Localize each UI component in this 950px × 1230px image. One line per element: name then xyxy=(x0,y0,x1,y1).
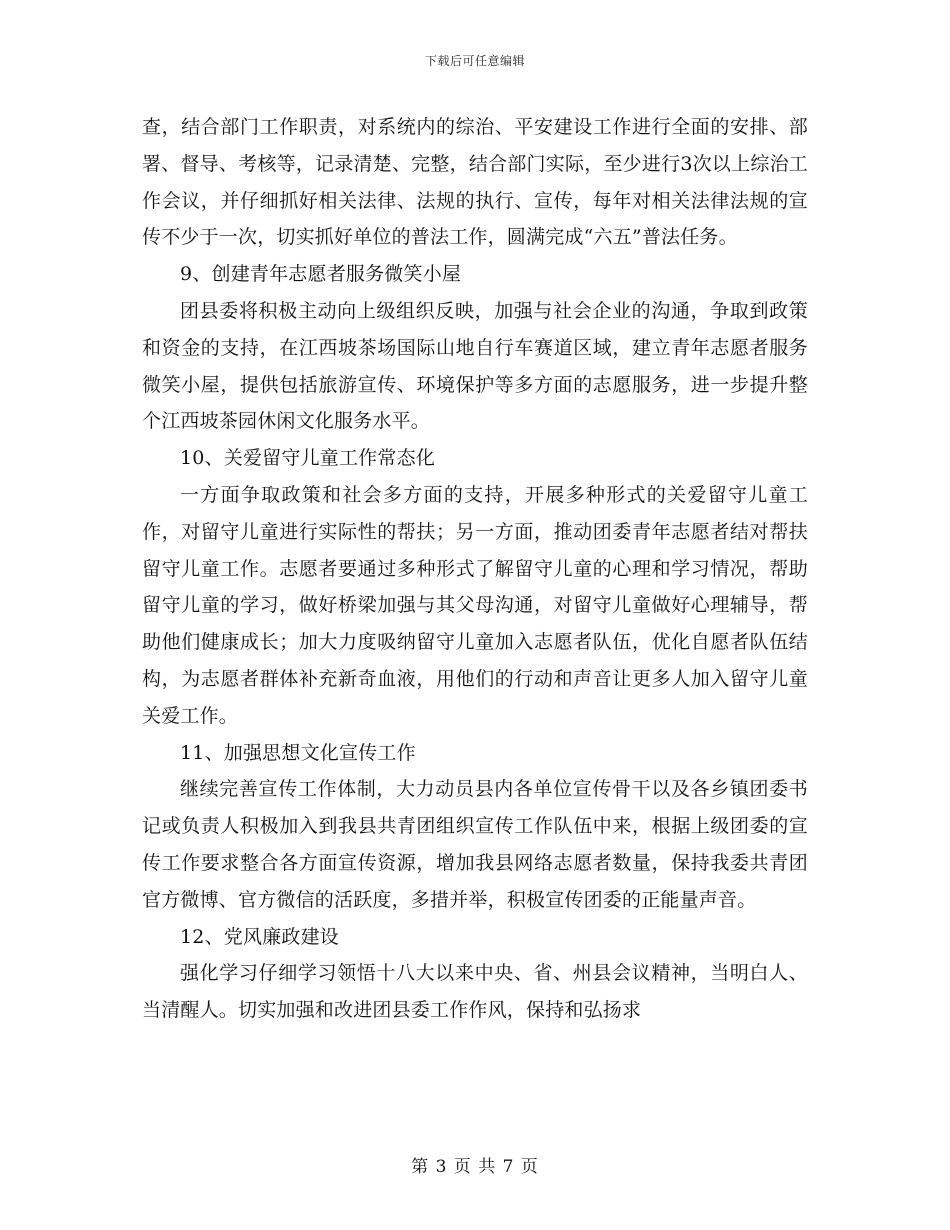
section-heading-10: 10、关爱留守儿童工作常态化 xyxy=(180,447,435,470)
section-heading-11: 11、加强思想文化宣传工作 xyxy=(180,741,416,764)
paragraph-smile-house: 团县委将积极主动向上级组织反映，加强与社会企业的沟通，争取到政策和资金的支持，在江西坡茶场国际山地自行车赛道区域，建立青年志愿者服务微笑小屋，提供包括旅游宣传、环境保护等多方面的志愿服务，进一步提升整个江西坡茶园休闲文化服务水平。 xyxy=(142,299,808,433)
paragraph-party-conduct: 强化学习仔细学习领悟十八大以来中央、省、州县会议精神，当明白人、当清醒人。切实加强和改进团县委工作作风，保持和弘扬求 xyxy=(142,962,808,1022)
page-number-footer: 第 3 页 共 7 页 xyxy=(411,1157,539,1177)
document-body xyxy=(142,109,808,1029)
page-header: 下载后可任意编辑 xyxy=(424,54,525,68)
paragraph-left-behind-children: 一方面争取政策和社会多方面的支持，开展多种形式的关爱留守儿童工作，对留守儿童进行实际性的帮扶；另一方面，推动团委青年志愿者结对帮扶留守儿童工作。志愿者要通过多种形式了解留守儿童的心理和学习情况，帮助留守儿童的学习，做好桥梁加强与其父母沟通，对留守儿童做好心理辅导，帮助他们健康成长；加大力度吸纳留守儿童加入志愿者队伍，优化自愿者队伍结构，为志愿者群体补充新奇血液，用他们的行动和声音让更多人加入留守儿童关爱工作。 xyxy=(142,483,808,727)
paragraph-publicity: 继续完善宣传工作体制，大力动员县内各单位宣传骨干以及各乡镇团委书记或负责人积极加入到我县共青团组织宣传工作队伍中来，根据上级团委的宣传工作要求整合各方面宣传资源，增加我县网络志愿者数量，保持我委共青团官方微博、官方微信的活跃度，多措并举，积极宣传团委的正能量声音。 xyxy=(142,778,808,911)
section-heading-9: 9、创建青年志愿者服务微笑小屋 xyxy=(180,263,462,286)
paragraph-continuation: 查，结合部门工作职责，对系统内的综治、平安建设工作进行全面的安排、部署、督导、考核等，记录清楚、完整，结合部门实际，至少进行3次以上综治工作会议，并仔细抓好相关法律、法规的执行、宣传，每年对相关法律法规的宣传不少于一次，切实抓好单位的普法工作，圆满完成“六五”普法任务。 xyxy=(142,116,808,249)
section-heading-12: 12、党风廉政建设 xyxy=(180,925,339,948)
